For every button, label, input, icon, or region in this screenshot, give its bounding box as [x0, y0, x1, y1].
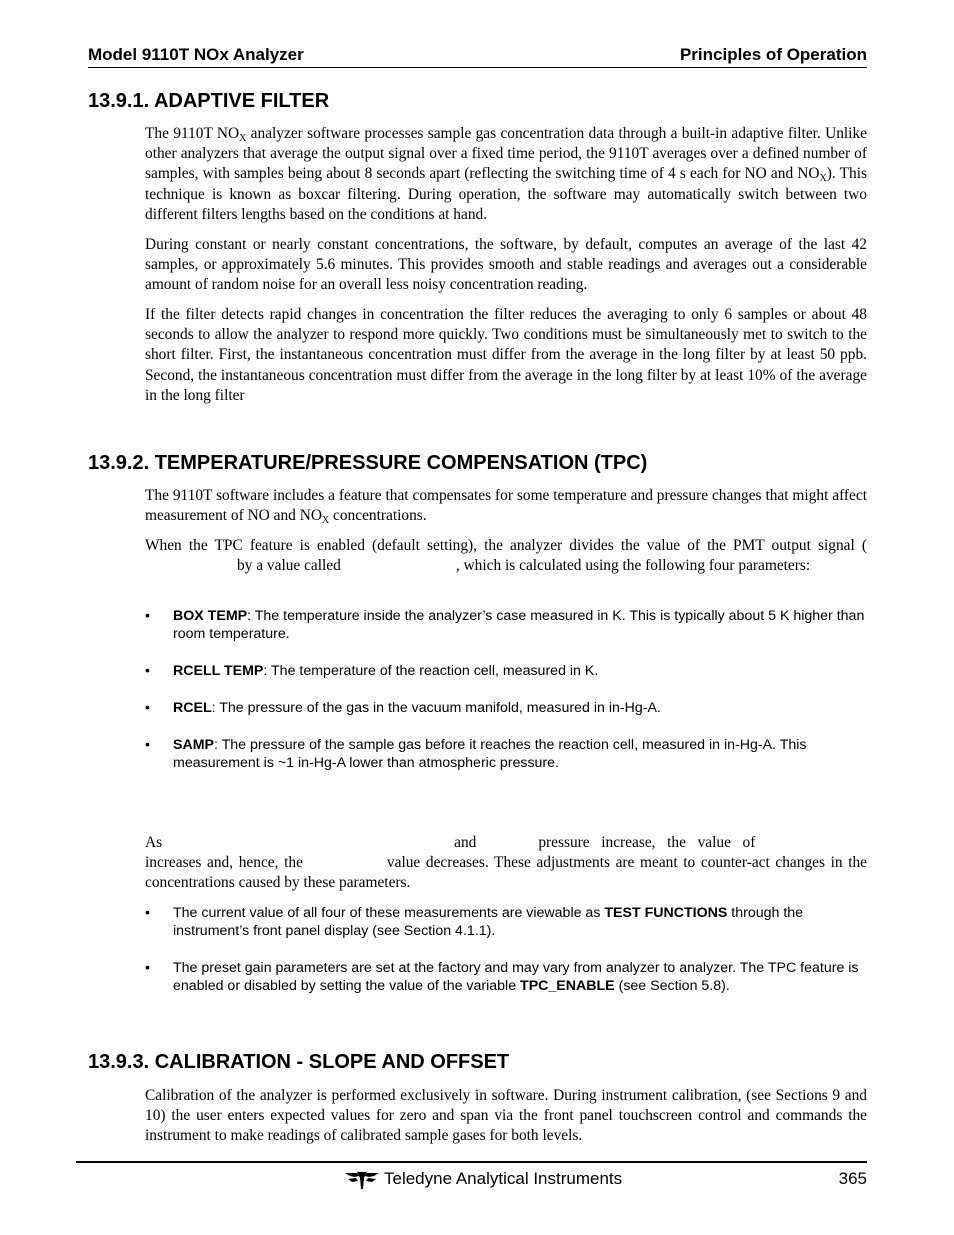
- header-model-title: Model 9110T NOx Analyzer: [88, 45, 304, 64]
- bullet-icon: •: [145, 608, 150, 624]
- footer-rule: [76, 1161, 867, 1163]
- adaptive-filter-paragraph-2: During constant or nearly constant concentrations, the software, by default, computes an average of the last 42 samples, or approximately 5.6 minutes. This provides smooth and stable readings and averages out a considerable amount of random noise for an overall less noisy concentration reading.: [145, 236, 867, 294]
- section-heading-adaptive-filter: 13.9.1. ADAPTIVE FILTER: [88, 90, 330, 112]
- tpc-paragraph-2: When the TPC feature is enabled (default setting), the analyzer divides the value of the PMT output signal (by a value called , which is calculated using the following four parameters:: [145, 537, 867, 575]
- list-item: • The preset gain parameters are set at the factory and may vary from analyzer to analyzer. The TPC feature is enabled or disabled by setting the value of the variable TPC_ENABLE (see Section 5.8).: [145, 960, 859, 994]
- bullet-icon: •: [145, 960, 150, 976]
- section-heading-calibration: 13.9.3. CALIBRATION - SLOPE AND OFFSET: [88, 1051, 510, 1073]
- list-item: • BOX TEMP: The temperature inside the analyzer’s case measured in K. This is typically about 5 K higher than room temperature.: [145, 608, 865, 642]
- header-rule: [88, 67, 867, 68]
- list-item: • SAMP: The pressure of the sample gas before it reaches the reaction cell, measured in in-Hg-A. This measurement is ~1 in-Hg-A lower than atmospheric pressure.: [145, 737, 807, 771]
- tpc-paragraph-3: As and pressure increase, the value of increases and, hence, the value decreases. These adjustments are meant to counter-act changes in the concentrations caused by these parameters.: [145, 834, 868, 892]
- adaptive-filter-paragraph-3: If the filter detects rapid changes in concentration the filter reduces the averaging to only 6 samples or about 48 seconds to allow the analyzer to respond more quickly. Two conditions must be simultaneously met to switch to the short filter. First, the instantaneous concentration must differ from the average in the long filter by at least 50 ppb. Second, the instantaneous concentration must differ from the average in the long filter by at least 10% of the average in the long filter: [145, 306, 867, 404]
- section-heading-tpc: 13.9.2. TEMPERATURE/PRESSURE COMPENSATION (TPC): [88, 452, 648, 474]
- list-item: • RCELL TEMP: The temperature of the reaction cell, measured in K.: [145, 663, 599, 679]
- adaptive-filter-paragraph-1: The 9110T $NO_X$ analyzer software processes sample gas concentration data through a built-in adaptive filter. Unlike other analyzers that average the output signal over a fixed time period, the 9110T averages over a defined number of samples, with samples being about 8 seconds apart (reflecting the switching time of 4 s each for NO and $NO_X$). This technique is known as boxcar filtering. During operation, the software may automatically switch between two different filters lengths based on the conditions at hand.: [145, 125, 868, 223]
- tpc-parameter-list: [145, 607, 867, 772]
- header-chapter-title: Principles of Operation: [679, 45, 867, 64]
- tpc-notes-list: [145, 904, 867, 995]
- list-item: • RCEL: The pressure of the gas in the vacuum manifold, measured in in-Hg-A.: [145, 700, 661, 716]
- tpc-paragraph-1: The 9110T software includes a feature that compensates for some temperature and pressure changes that might affect measurement of NO and $NO_X$ concentrations.: [145, 487, 867, 527]
- footer-page-number: 365: [838, 1169, 867, 1188]
- bullet-icon: •: [145, 905, 150, 921]
- bullet-icon: •: [145, 737, 150, 753]
- teledyne-logo-icon: [345, 1170, 379, 1190]
- footer-company-name: Teledyne Analytical Instruments: [384, 1169, 623, 1188]
- list-item: • The current value of all four of these measurements are viewable as TEST FUNCTIONS through the instrument’s front panel display (see Section 4.1.1).: [145, 905, 804, 939]
- bullet-icon: •: [145, 663, 150, 679]
- calibration-paragraph-1: Calibration of the analyzer is performed exclusively in software. During instrument calibration, (see Sections 9 and 10) the user enters expected values for zero and span via the front panel touchscreen control and commands the instrument to make readings of calibrated sample gases for both levels.: [145, 1087, 867, 1145]
- bullet-icon: •: [145, 700, 150, 716]
